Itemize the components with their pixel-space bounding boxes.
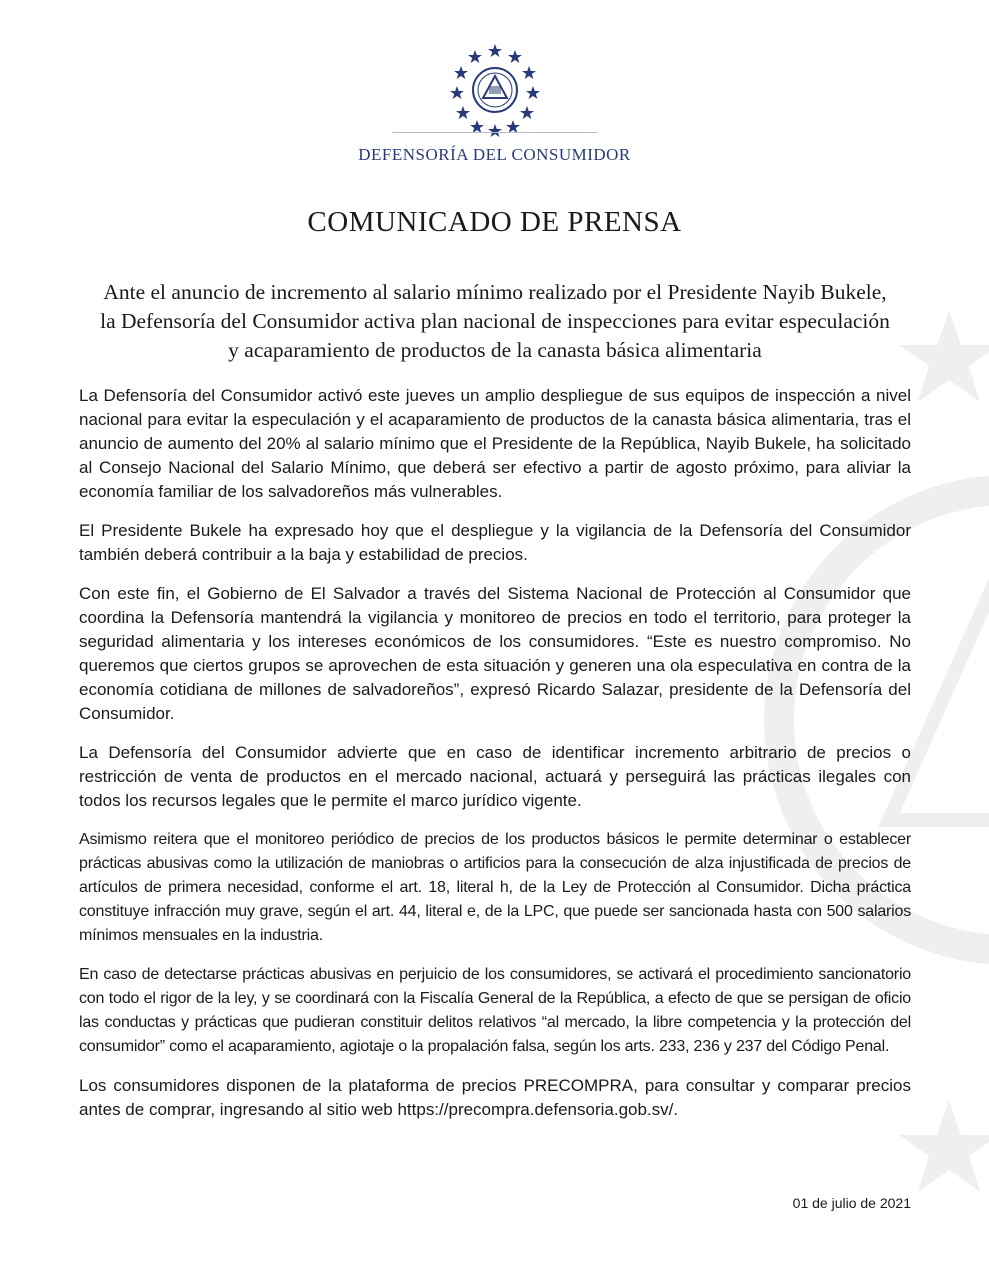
header-divider xyxy=(392,132,597,133)
paragraph: El Presidente Bukele ha expresado hoy que el despliegue y la vigilancia de la Defensoría del Consumidor también deberá contribuir a la baja y estabilidad de precios. xyxy=(79,521,911,564)
headline xyxy=(55,278,935,365)
paragraph: La Defensoría del Consumidor activó este jueves un amplio despliegue de sus equipos de inspección a nivel nacional para evitar la especulación y el acaparamiento de productos de la canasta básica alimentaria, tras el anuncio de aumento del 20% al salario mínimo que el Presidente de la República, Nayib Bukele, ha solicitado al Consejo Nacional del Salario Mínimo, que deberá ser efectivo a partir de agosto próximo, para aliviar la economía familiar de los salvadoreños más vulnerables. xyxy=(79,386,911,501)
letterhead xyxy=(0,40,989,165)
headline-line: Ante el anuncio de incremento al salario mínimo realizado por el Presidente Nayib Bukele, xyxy=(103,280,887,304)
paragraph: Los consumidores disponen de la plataforma de precios PRECOMPRA, para consultar y comparar precios antes de comprar, ingresando al sitio web https://precompra.defensoria.gob.sv/. xyxy=(79,1076,911,1119)
paragraph: La Defensoría del Consumidor advierte que en caso de identificar incremento arbitrario de precios o restricción de venta de productos en el mercado nacional, actuará y perseguirá las prácticas ilegales con todos los recursos legales que le permite el marco jurídico vigente. xyxy=(79,743,911,810)
release-date: 01 de julio de 2021 xyxy=(792,1195,911,1211)
headline-line: y acaparamiento de productos de la canasta básica alimentaria xyxy=(228,338,762,362)
paragraph: Asimismo reitera que el monitoreo periódico de precios de los productos básicos le permite determinar o establecer prácticas abusivas como la utilización de maniobras o artificios para la consecución de alza injustificada de precios de artículos de primera necesidad, conforme el art. 18, literal h, de la Ley de Protección al Consumidor. Dicha práctica constituye infracción muy grave, según el art. 44, literal e, de la LPC, que puede ser sancionada hasta con 500 salarios mínimos mensuales en la industria. xyxy=(79,831,911,944)
national-seal-icon xyxy=(445,40,545,140)
organization-name: DEFENSORÍA DEL CONSUMIDOR xyxy=(358,145,631,164)
paragraph: En caso de detectarse prácticas abusivas en perjuicio de los consumidores, se activará el procedimiento sancionatorio con todo el rigor de la ley, y se coordinará con la Fiscalía General de la República, a efecto de que se persigan de oficio las conductas y prácticas que pudieran constituir delitos relativos “al mercado, la libre competencia y la protección del consumidor” como el acaparamiento, agiotaje o la propalación falsa, según los arts. 233, 236 y 237 del Código Penal. xyxy=(79,966,911,1055)
headline-line: la Defensoría del Consumidor activa plan nacional de inspecciones para evitar especulación xyxy=(100,309,890,333)
press-release-body xyxy=(79,384,911,1137)
page-title: COMUNICADO DE PRENSA xyxy=(307,206,682,238)
paragraph: Con este fin, el Gobierno de El Salvador a través del Sistema Nacional de Protección al Consumidor que coordina la Defensoría mantendrá la vigilancia y monitoreo de precios en todo el territorio, para proteger la seguridad alimentaria y los intereses económicos de los consumidores. “Este es nuestro compromiso. No queremos que ciertos grupos se aprovechen de esta situación y generen una ola especulativa en contra de la economía cotidiana de millones de salvadoreños”, expresó Ricardo Salazar, presidente de la Defensoría del Consumidor. xyxy=(79,584,911,723)
